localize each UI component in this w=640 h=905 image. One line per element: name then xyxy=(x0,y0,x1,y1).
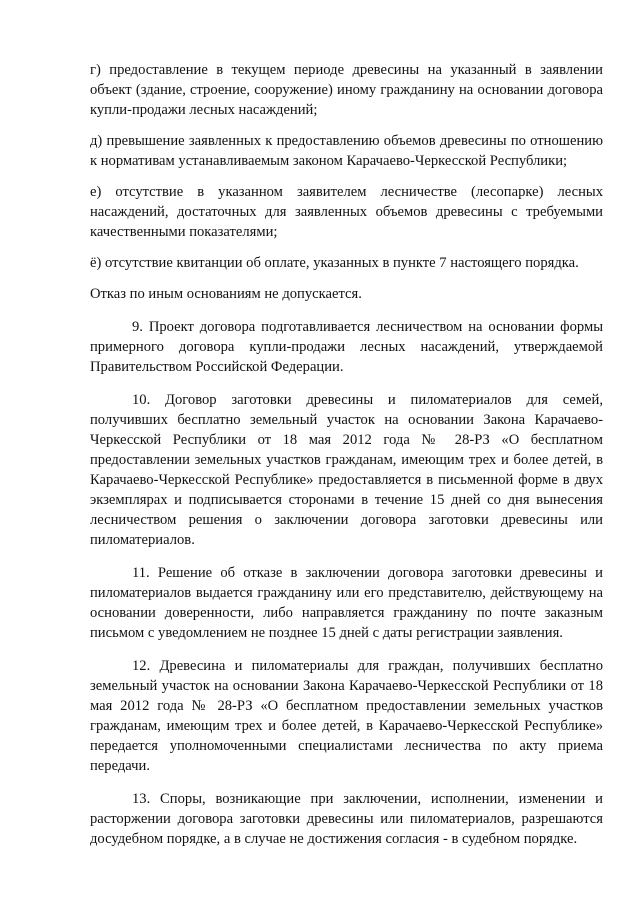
paragraph-refusal: Отказ по иным основаниям не допускается. xyxy=(90,286,362,302)
paragraph-11: 11. Решение об отказе в заключении договора заготовки древесины и пиломатериалов выдается гражданину или его представителю, действующему на основании доверенности, либо направляется гражданину по почте заказным письмом с уведомлением не позднее 15 дней с даты регистрации заявления. xyxy=(90,565,603,641)
paragraph-item-e: е) отсутствие в указанном заявителем лесничестве (лесопарке) лесных насаждений, достаточных для заявленных объемов древесины с требуемыми качественными показателями; xyxy=(90,184,603,240)
paragraph-item-yo: ё) отсутствие квитанции об оплате, указанных в пункте 7 настоящего порядка. xyxy=(90,255,579,271)
paragraph-9: 9. Проект договора подготавливается лесничеством на основании формы примерного договора купли-продажи лесных насаждений, утверждаемой Правительством Российской Федерации. xyxy=(90,319,603,375)
paragraph-10: 10. Договор заготовки древесины и пиломатериалов для семей, получивших бесплатно земельный участок на основании Закона Карачаево-Черкесской Республики от 18 мая 2012 года № 28-РЗ «О бесплатном предоставлении земельных участков гражданам, имеющим трех и более детей, в Карачаево-Черкесской Республике» предоставляется в письменной форме в двух экземплярах и подписывается сторонами в течение 15 дней со дня вынесения лесничеством решения о заключении договора заготовки древесины или пиломатериалов. xyxy=(90,392,603,548)
paragraph-13: 13. Споры, возникающие при заключении, исполнении, изменении и расторжении договора заготовки древесины или пиломатериалов, разрешаются досудебном порядке, а в случае не достижения согласия - в судебном порядке. xyxy=(90,791,603,847)
paragraph-item-d: д) превышение заявленных к предоставлению объемов древесины по отношению к нормативам устанавливаемым законом Карачаево-Черкесской Республики; xyxy=(90,133,603,169)
paragraph-12: 12. Древесина и пиломатериалы для граждан, получивших бесплатно земельный участок на основании Закона Карачаево-Черкесской Республики от 18 мая 2012 года № 28-РЗ «О бесплатном предоставлении земельных участков гражданам, имеющим трех и более детей, в Карачаево-Черкесской Республике» передается уполномоченными специалистами лесничества по акту приема передачи. xyxy=(90,658,603,774)
paragraph-item-g: г) предоставление в текущем периоде древесины на указанный в заявлении объект (здание, строение, сооружение) иному гражданину на основании договора купли-продажи лесных насаждений; xyxy=(90,62,603,118)
